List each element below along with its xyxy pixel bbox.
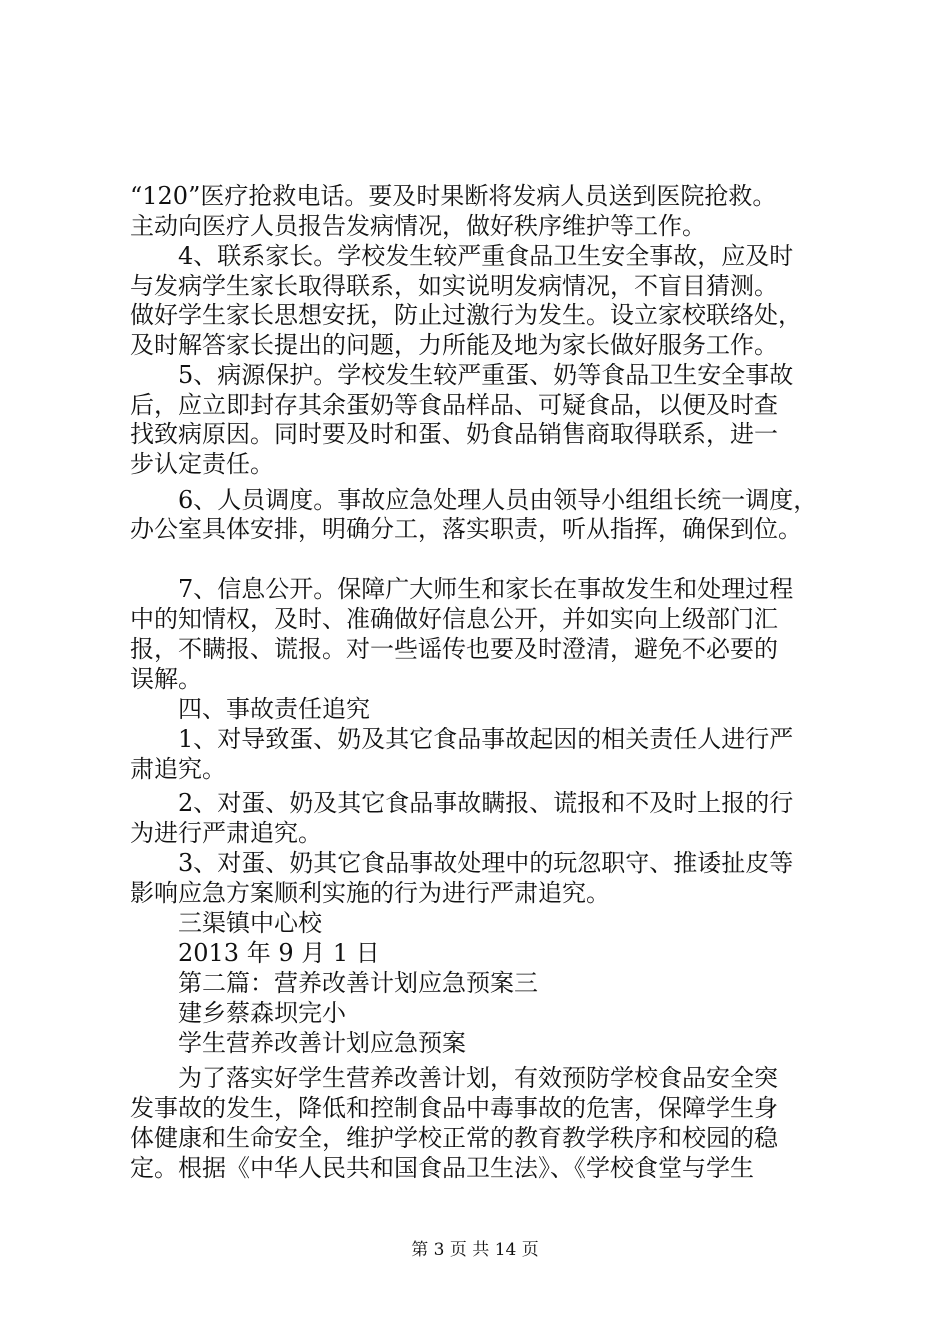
text-line: 误解。 [130, 665, 202, 693]
section-heading: 四、事故责任追究 [178, 695, 370, 723]
text-line: 6、人员调度。事故应急处理人员由领导小组组长统一调度， [178, 486, 818, 514]
text-line: 主动向医疗人员报告发病情况，做好秩序维护等工作。 [130, 212, 706, 240]
text-line: 3、对蛋、奶其它食品事故处理中的玩忽职守、推诿扯皮等 [178, 849, 794, 877]
text-line: 肃追究。 [130, 755, 226, 783]
text-line: 发事故的发生，降低和控制食品中毒事故的危害，保障学生身 [130, 1094, 778, 1122]
text-line: 办公室具体安排，明确分工，落实职责，听从指挥，确保到位。 [130, 515, 802, 543]
text-line: 报，不瞒报、谎报。对一些谣传也要及时澄清，避免不必要的 [130, 635, 778, 663]
text-line: 为了落实好学生营养改善计划，有效预防学校食品安全突 [178, 1064, 778, 1092]
text-line: 中的知情权，及时、准确做好信息公开，并如实向上级部门汇 [130, 605, 778, 633]
text-line: 及时解答家长提出的问题，力所能及地为家长做好服务工作。 [130, 331, 778, 359]
text-line: 影响应急方案顺利实施的行为进行严肃追究。 [130, 879, 610, 907]
text-line: 5、病源保护。学校发生较严重蛋、奶等食品卫生安全事故 [178, 361, 794, 389]
text-line: 后，应立即封存其余蛋奶等食品样品、可疑食品，以便及时查 [130, 391, 778, 419]
text-line: 与发病学生家长取得联系，如实说明发病情况，不盲目猜测。 [130, 272, 778, 300]
text-line: 为进行严肃追究。 [130, 819, 322, 847]
text-line: 定。根据《中华人民共和国食品卫生法》、《学校食堂与学生 [130, 1154, 754, 1182]
text-line: 找致病原因。同时要及时和蛋、奶食品销售商取得联系，进一 [130, 420, 778, 448]
signature-org: 三渠镇中心校 [178, 909, 322, 937]
text-line: 做好学生家长思想安抚，防止过激行为发生。设立家校联络处， [130, 301, 802, 329]
page-footer: 第 3 页 共 14 页 [411, 1240, 539, 1260]
chapter-title: 第二篇：营养改善计划应急预案三 [178, 969, 538, 997]
school-name: 建乡蔡森坝完小 [178, 999, 346, 1027]
text-line: 1、对导致蛋、奶及其它食品事故起因的相关责任人进行严 [178, 725, 794, 753]
text-line: 步认定责任。 [130, 450, 274, 478]
text-line: 体健康和生命安全，维护学校正常的教育教学秩序和校园的稳 [130, 1124, 778, 1152]
text-line: 2、对蛋、奶及其它食品事故瞒报、谎报和不及时上报的行 [178, 789, 794, 817]
plan-title: 学生营养改善计划应急预案 [178, 1029, 466, 1057]
text-line: “120”医疗抢救电话。要及时果断将发病人员送到医院抢救。 [130, 182, 777, 210]
text-line: 4、联系家长。学校发生较严重食品卫生安全事故，应及时 [178, 242, 794, 270]
signature-date: 2013 年 9 月 1 日 [178, 939, 380, 967]
text-line: 7、信息公开。保障广大师生和家长在事故发生和处理过程 [178, 575, 794, 603]
